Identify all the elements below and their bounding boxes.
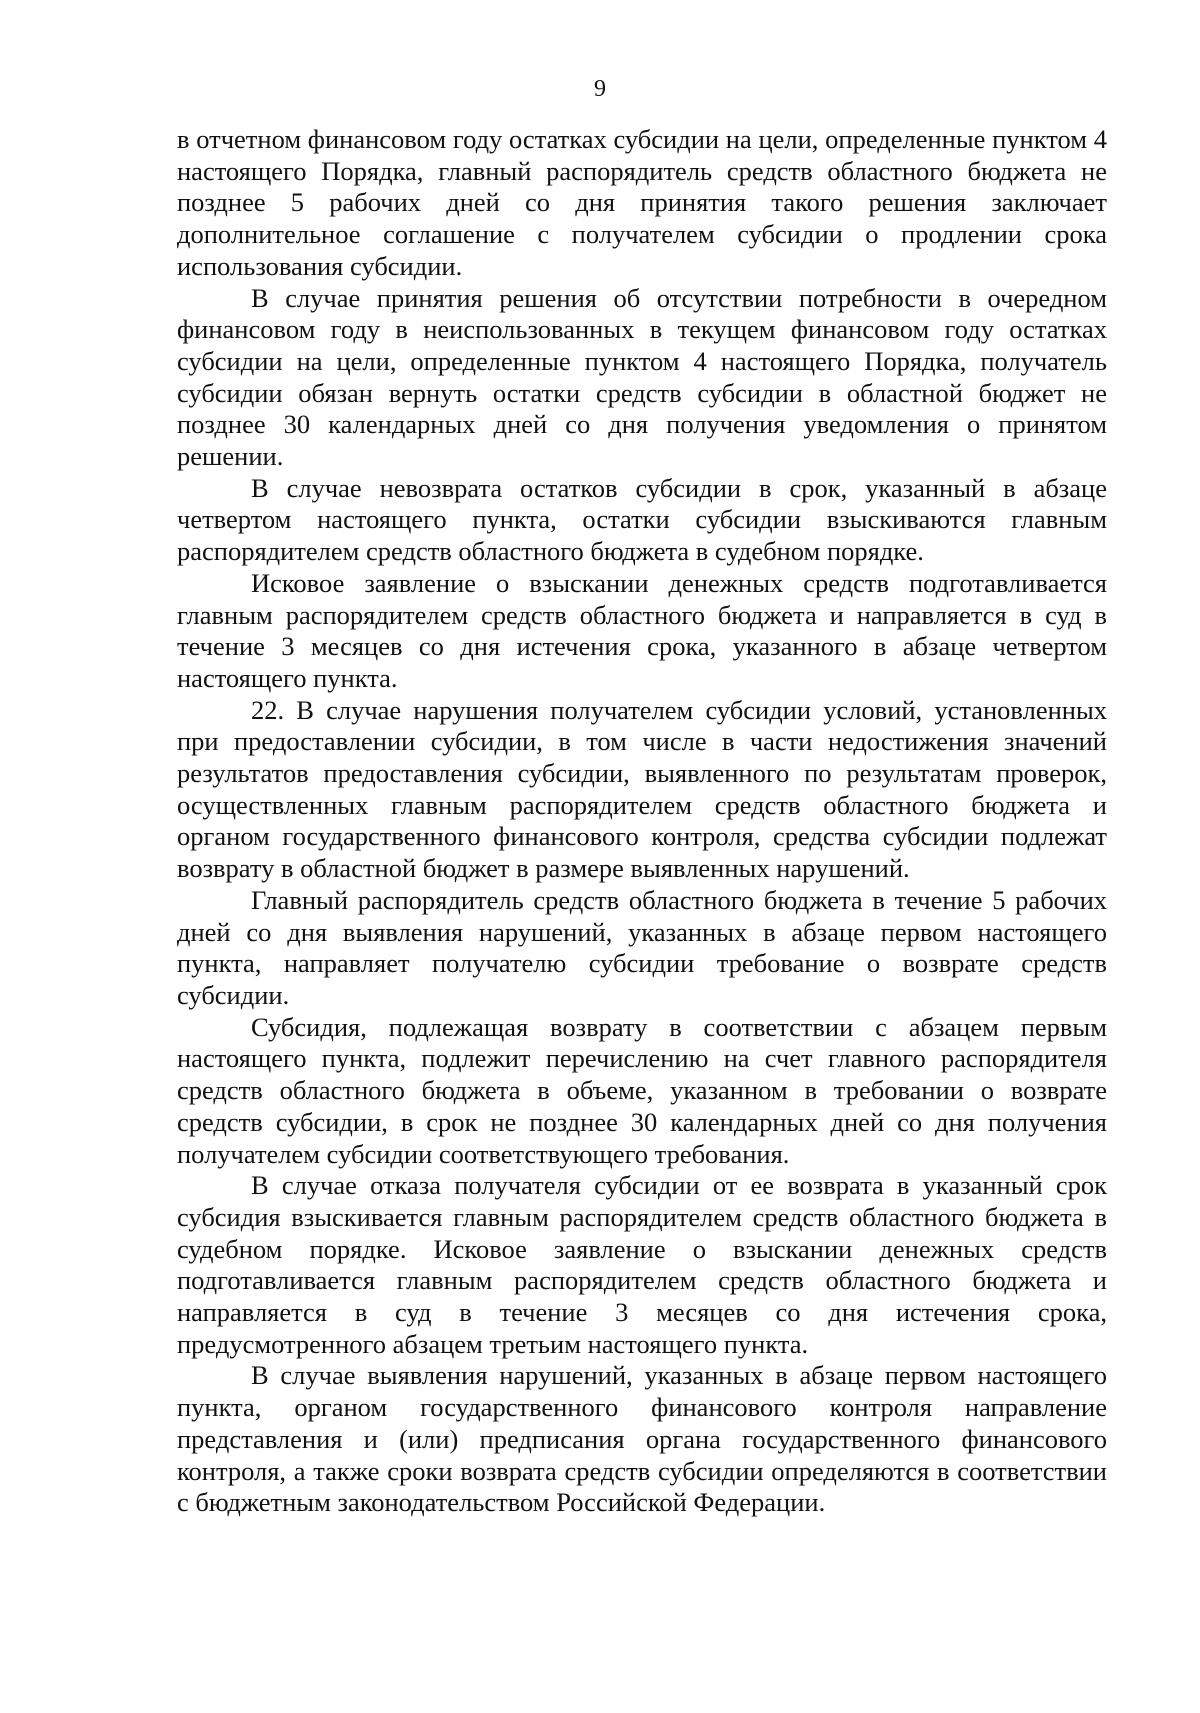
paragraph-continuation: в отчетном финансовом году остатках субсидии на цели, определенные пунктом 4 настоящего Порядка, главный распорядитель средств областного бюджета не позднее 5 рабочих дней со дня принятия такого решения заключает дополнительное соглашение с получателем субсидии о продлении срока использования субсидии. (177, 124, 1107, 281)
paragraph: Главный распорядитель средств областного бюджета в течение 5 рабочих дней со дня выявления нарушений, указанных в абзаце первом настоящего пункта, направляет получателю субсидии требование о возврате средств субсидии. (177, 884, 1107, 1010)
paragraph: В случае выявления нарушений, указанных в абзаце первом настоящего пункта, органом государственного финансового контроля направление представления и (или) предписания органа государственного финансового контроля, а также сроки возврата средств субсидии определяются в соответствии с бюджетным законодательством Российской Федерации. (177, 1360, 1107, 1518)
document-body (177, 124, 1107, 1519)
paragraph: Исковое заявление о взыскании денежных средств подготавливается главным распорядителем средств областного бюджета и направляется в суд в течение 3 месяцев со дня истечения срока, указанного в абзаце четвертом настоящего пункта. (177, 567, 1107, 693)
paragraph: В случае отказа получателя субсидии от ее возврата в указанный срок субсидия взыскивается главным распорядителем средств областного бюджета в судебном порядке. Исковое заявление о взыскании денежных средств подготавливается главным распорядителем средств областного бюджета и направляется в суд в течение 3 месяцев со дня истечения срока, предусмотренного абзацем третьим настоящего пункта. (177, 1170, 1107, 1359)
paragraph: В случае принятия решения об отсутствии потребности в очередном финансовом году в неиспользованных в текущем финансовом году остатках субсидии на цели, определенные пунктом 4 настоящего Порядка, получатель субсидии обязан вернуть остатки средств субсидии в областной бюджет не позднее 30 календарных дней со дня получения уведомления о принятом решении. (177, 282, 1107, 472)
paragraph: В случае невозврата остатков субсидии в срок, указанный в абзаце четвертом настоящего пункта, остатки субсидии взыскиваются главным распорядителем средств областного бюджета в судебном порядке. (177, 472, 1107, 567)
page-number: 9 (594, 76, 606, 102)
paragraph-clause-22: 22. В случае нарушения получателем субсидии условий, установленных при предоставлении субсидии, в том числе в части недостижения значений результатов предоставления субсидии, выявленного по результатам проверок, осуществленных главным распорядителем средств областного бюджета и органом государственного финансового контроля, средства субсидии подлежат возврату в областной бюджет в размере выявленных нарушений. (177, 694, 1107, 884)
paragraph: Субсидия, подлежащая возврату в соответствии с абзацем первым настоящего пункта, подлежит перечислению на счет главного распорядителя средств областного бюджета в объеме, указанном в требовании о возврате средств субсидии, в срок не позднее 30 календарных дней со дня получения получателем субсидии соответствующего требования. (177, 1011, 1107, 1169)
